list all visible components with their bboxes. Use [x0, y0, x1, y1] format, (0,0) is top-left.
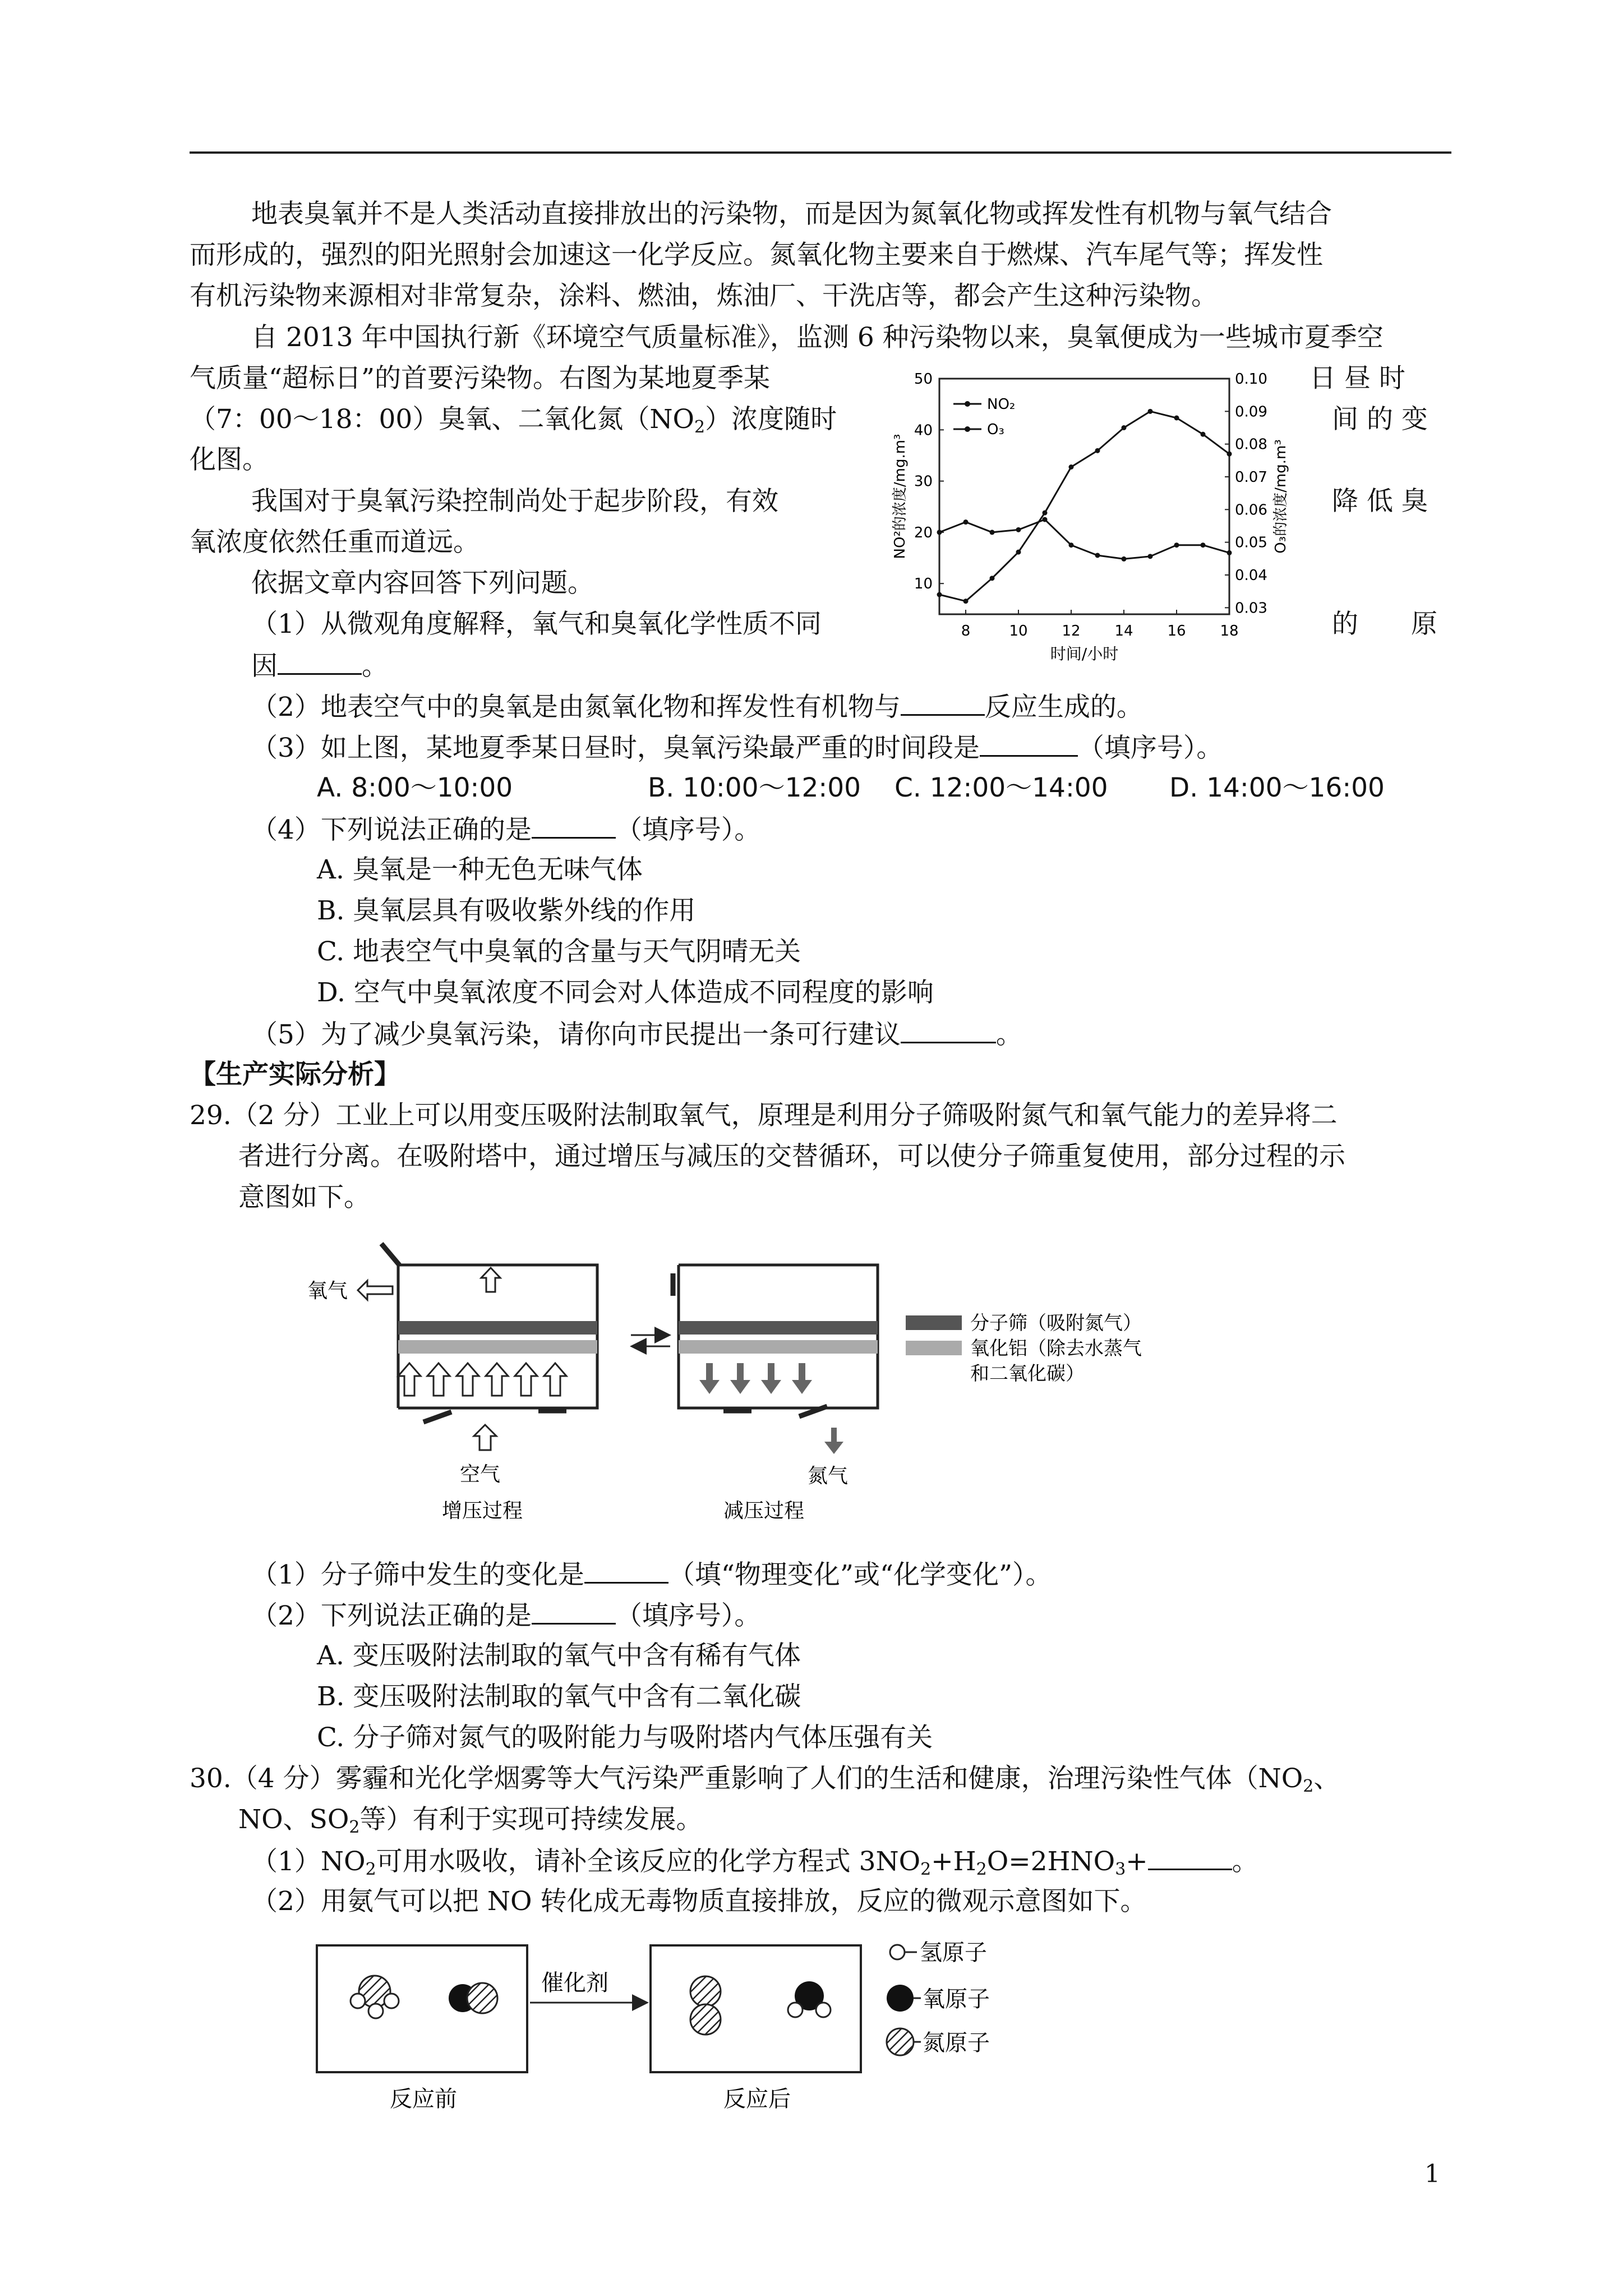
nitrogen-outlet-arrow-icon: [824, 1428, 843, 1454]
y-right-tick-label: 0.09: [1235, 403, 1267, 421]
up-arrow-icon: [515, 1363, 537, 1396]
y-left-axis-label: NO²的浓度/mg.m³: [892, 434, 909, 559]
passage-p1-line2: 而形成的，强烈的阳光照射会加速这一化学反应。氮氧化物主要来自于燃煤、汽车尾气等；挥发性: [190, 240, 1323, 270]
y-right-tick-label: 0.04: [1235, 567, 1267, 584]
answer-blank[interactable]: [901, 1017, 996, 1043]
x-tick-label: 8: [961, 623, 971, 639]
valve-top-left: [381, 1244, 399, 1265]
x-tick-label: 10: [1009, 623, 1028, 639]
data-point: [1122, 556, 1127, 562]
passage-p4: 依据文章内容回答下列问题。: [251, 568, 594, 599]
page-number: 1: [1424, 2160, 1440, 2188]
data-point: [1095, 448, 1100, 453]
before-box: [317, 1945, 527, 2072]
nitrogen-atom-icon: [887, 2028, 914, 2055]
x-tick-label: 12: [1062, 623, 1081, 639]
data-point: [1174, 542, 1179, 547]
q29-line2: 者进行分离。在吸附塔中，通过增压与减压的交替循环，可以使分子筛重复使用，部分过程的示: [238, 1141, 1345, 1172]
data-point: [963, 599, 969, 604]
x-tick-label: 14: [1114, 623, 1133, 639]
legend-sieve-swatch: [906, 1315, 962, 1330]
passage-p3-line1: 我国对于臭氧污染控制尚处于起步阶段，有效: [251, 486, 778, 517]
reaction-diagram: [314, 1930, 1155, 2120]
down-arrow-icon: [761, 1363, 781, 1394]
x-tick-label: 16: [1167, 623, 1186, 639]
data-point: [1201, 542, 1206, 547]
plot-frame: [939, 379, 1229, 614]
legend-oxygen: 氧原子: [923, 1986, 990, 2012]
legend-alumina-swatch: [906, 1341, 962, 1355]
air-label: 空气: [460, 1463, 501, 1486]
sieve-layer: [398, 1321, 597, 1335]
depressurize-tower: [673, 1265, 878, 1454]
q30-2: （2）用氨气可以把 NO 转化成无毒物质直接排放，反应的微观示意图如下。: [251, 1886, 1147, 1917]
data-point: [1043, 517, 1048, 522]
pressurize-tower: [358, 1244, 597, 1450]
y-left-tick-label: 10: [914, 576, 933, 593]
up-arrow-icon: [481, 1268, 500, 1292]
q28-4-option-a: A. 臭氧是一种无色无味气体: [317, 854, 643, 885]
legend-alumina-label-2: 和二氧化碳）: [970, 1363, 1085, 1385]
q29-2-option-b: B. 变压吸附法制取的氧气中含有二氧化碳: [317, 1681, 801, 1712]
y-right-tick-label: 0.10: [1235, 371, 1267, 388]
adsorption-diagram: [292, 1226, 1211, 1540]
data-point: [1227, 550, 1232, 555]
q28-3-option-d: D. 14:00～16:00: [1169, 772, 1385, 803]
legend-hydrogen: 氢原子: [920, 1940, 987, 1966]
data-point: [1148, 409, 1153, 414]
passage-p3-line2: 氧浓度依然任重而道远。: [190, 527, 479, 558]
x-axis-label: 时间/小时: [1050, 645, 1119, 663]
oxygen-label: 氧气: [307, 1280, 348, 1303]
alumina-layer: [398, 1340, 597, 1354]
series-line-no2: [939, 519, 1229, 559]
oxygen-outlet-arrow-icon: [358, 1281, 393, 1300]
q28-4: （4）下列说法正确的是 （填序号）。: [251, 812, 760, 847]
data-point: [937, 530, 942, 535]
data-point: [1174, 416, 1179, 421]
q28-4-option-b: B. 臭氧层具有吸收紫外线的作用: [317, 895, 696, 926]
answer-blank[interactable]: [901, 689, 985, 716]
legend-sieve-label: 分子筛（吸附氮气）: [970, 1312, 1142, 1335]
q28-3: （3）如上图，某地夏季某日昼时，臭氧污染最严重的时间段是 （填序号）。: [251, 730, 1223, 765]
sieve-layer: [679, 1321, 878, 1335]
data-point: [1148, 554, 1153, 559]
q29-2-option-a: A. 变压吸附法制取的氧气中含有稀有气体: [317, 1640, 801, 1671]
data-point: [1016, 527, 1021, 532]
data-point: [1043, 510, 1048, 516]
legend-marker: [965, 401, 970, 407]
q29-line1: 29.（2 分）工业上可以用变压吸附法制取氧气，原理是利用分子筛吸附氮气和氧气能力的差异将二: [190, 1100, 1338, 1131]
passage-p2-line4: 化图。: [190, 444, 269, 475]
down-arrow-icon: [792, 1363, 812, 1394]
air-inlet-arrow-icon: [474, 1425, 496, 1450]
data-point: [990, 530, 995, 535]
y-left-tick-label: 50: [914, 371, 933, 388]
data-point: [1069, 464, 1074, 470]
nitrogen-label: 氮气: [808, 1465, 849, 1488]
q28-4-option-c: C. 地表空气中臭氧的含量与天气阴晴无关: [317, 936, 801, 967]
legend-nitrogen: 氮原子: [923, 2030, 990, 2056]
data-point: [1069, 542, 1074, 547]
q28-3-option-c: C. 12:00～14:00: [895, 772, 1108, 803]
pressurize-label: 增压过程: [442, 1499, 523, 1522]
y-left-tick-label: 20: [914, 524, 933, 541]
y-right-tick-label: 0.08: [1235, 436, 1267, 453]
catalyst-label: 催化剂: [541, 1970, 608, 1996]
up-arrow-icon: [398, 1363, 421, 1396]
answer-blank[interactable]: [278, 648, 362, 675]
answer-blank[interactable]: [584, 1557, 668, 1584]
up-arrow-icon: [544, 1363, 566, 1396]
q28-5: （5）为了减少臭氧污染，请你向市民提出一条可行建议 。: [251, 1017, 1022, 1052]
y-right-tick-label: 0.05: [1235, 534, 1267, 551]
down-arrow-icon: [699, 1363, 720, 1394]
answer-blank[interactable]: [532, 812, 616, 839]
no-molecule: [449, 1983, 497, 2013]
q30-line2: NO、$SO_2$等）有利于实现可持续发展。: [238, 1804, 703, 1837]
top-rule: [190, 151, 1451, 154]
y-right-tick-label: 0.06: [1235, 501, 1267, 519]
series-line-o3: [939, 411, 1229, 601]
passage-p1-line3: 有机污染物来源相对非常复杂，涂料、燃油，炼油厂、干洗店等，都会产生这种污染物。: [190, 280, 1218, 311]
before-label: 反应前: [390, 2086, 457, 2112]
valve-bottom-left: [423, 1412, 451, 1422]
q29-2: （2）下列说法正确的是 （填序号）。: [251, 1598, 760, 1633]
answer-blank[interactable]: [980, 730, 1078, 757]
data-point: [1095, 553, 1100, 558]
legend-label: O₃: [987, 421, 1004, 438]
q28-1-line: （1）从微观角度解释，氧气和臭氧化学性质不同: [251, 609, 822, 639]
section-heading: 【生产实际分析】: [190, 1059, 400, 1090]
up-arrow-icon: [486, 1363, 508, 1396]
data-point: [990, 576, 995, 581]
y-right-tick-label: 0.03: [1235, 600, 1267, 617]
q28-1-line-right: 的 原: [1332, 609, 1437, 639]
passage-p2-line2: 气质量“超标日”的首要污染物。右图为某地夏季某: [190, 363, 771, 394]
y-left-tick-label: 30: [914, 473, 933, 490]
data-point: [937, 592, 942, 597]
depressurize-label: 减压过程: [723, 1499, 805, 1522]
data-point: [1122, 425, 1127, 430]
up-arrow-icon: [427, 1363, 450, 1396]
answer-blank[interactable]: [532, 1598, 616, 1625]
answer-blank[interactable]: [1148, 1844, 1232, 1870]
n2-molecule: [690, 1976, 721, 2035]
up-arrow-icon: [457, 1363, 479, 1396]
data-point: [1227, 452, 1232, 457]
oxygen-atom-icon: [887, 1985, 914, 2012]
q28-4-option-d: D. 空气中臭氧浓度不同会对人体造成不同程度的影响: [317, 977, 934, 1008]
q29-line3: 意图如下。: [238, 1182, 370, 1213]
q28-3-option-a: A. 8:00～10:00: [317, 772, 513, 803]
legend-label: NO₂: [987, 396, 1016, 413]
after-label: 反应后: [723, 2086, 791, 2112]
q29-2-option-c: C. 分子筛对氮气的吸附能力与吸附塔内气体压强有关: [317, 1722, 933, 1753]
passage-p2-line1: 自 2013 年中国执行新《环境空气质量标准》，监测 6 种污染物以来，臭氧便成为一些城市夏季空: [251, 322, 1384, 353]
y-right-axis-label: O₃的浓度/mg.m³: [1272, 439, 1289, 554]
q30-line1: 30.（4 分）雾霾和光化学烟雾等大气污染严重影响了人们的生活和健康，治理污染性气体（$NO_2$、: [190, 1763, 1340, 1796]
q28-3-option-b: B. 10:00～12:00: [648, 772, 861, 803]
q30-1: $(1)NO_2$可用水吸收，请补全该反应的化学方程式 $3NO_2+H_2O=2HNO_3+$ 。: [251, 1844, 1258, 1887]
alumina-layer: [679, 1340, 878, 1354]
passage-p2-line3: （7：00～18：00）臭氧、二氧化氮$(NO_2)$浓度随时: [190, 404, 837, 437]
passage-p3-line1-right: 降 低 臭: [1332, 486, 1428, 517]
x-tick-label: 18: [1220, 623, 1239, 639]
y-right-tick-label: 0.07: [1235, 469, 1267, 486]
passage-p1-line1: 地表臭氧并不是人类活动直接排放出的污染物，而是因为氮氧化物或挥发性有机物与氧气结合: [251, 199, 1332, 229]
q29-1: （1）分子筛中发生的变化是 （填“物理变化”或“化学变化”）。: [251, 1557, 1052, 1592]
down-arrow-icon: [730, 1363, 750, 1394]
hydrogen-atom-icon: [890, 1945, 905, 1959]
passage-p2-line3-right: 间 的 变: [1332, 404, 1428, 435]
q28-1-cont: 因 。: [251, 648, 388, 683]
data-point: [1201, 432, 1206, 437]
h2o-molecule: [788, 1981, 831, 2017]
data-point: [963, 519, 969, 524]
data-point: [1016, 550, 1021, 555]
nh3-molecule: [351, 1976, 399, 2018]
q28-2: （2）地表空气中的臭氧是由氮氧化物和挥发性有机物与 反应生成的。: [251, 689, 1143, 724]
concentration-chart: [886, 365, 1312, 679]
y-left-tick-label: 40: [914, 422, 933, 439]
legend-marker: [965, 426, 970, 432]
passage-p2-line2-right: 日 昼 时: [1310, 363, 1405, 394]
legend-alumina-label: 氧化铝（除去水蒸气: [970, 1337, 1142, 1360]
